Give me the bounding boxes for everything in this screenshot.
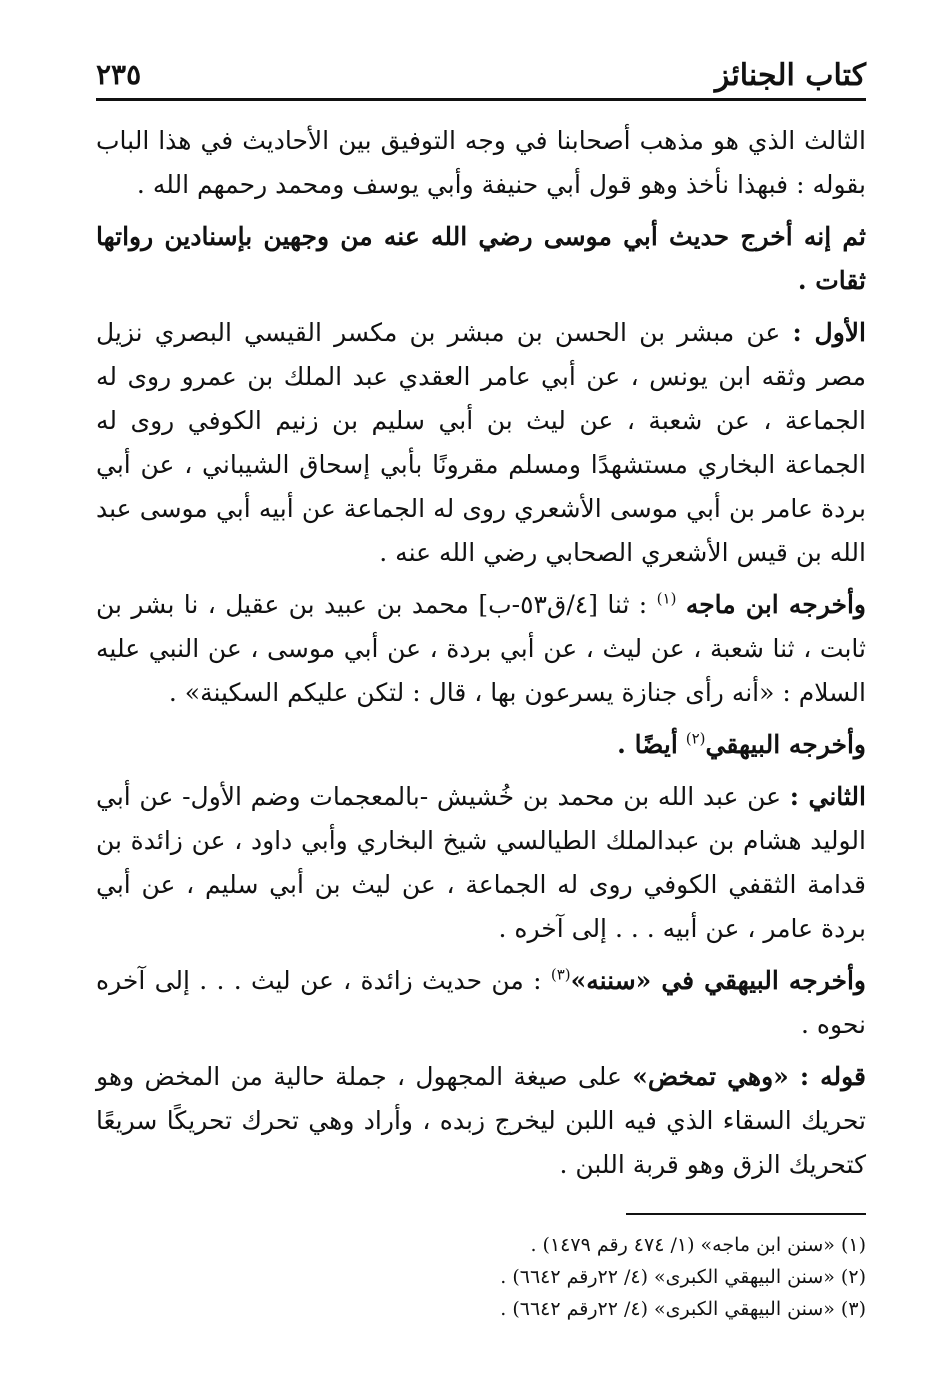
page-body bbox=[96, 119, 866, 1187]
footnote-ref-2: (٢) bbox=[685, 729, 706, 748]
paragraph-1: الثالث الذي هو مذهب أصحابنا في وجه التوفيق بين الأحاديث في هذا الباب بقوله : فبهذا نأخذ وهو قول أبي حنيفة وأبي يوسف ومحمد رحمهم الله . bbox=[96, 126, 866, 199]
footnote-1: (١) «سنن ابن ماجه» (١/ ٤٧٤ رقم ١٤٧٩) . bbox=[530, 1234, 866, 1256]
footnotes bbox=[96, 1229, 866, 1325]
footnote-ref-1: (١) bbox=[656, 589, 677, 608]
footnote-3: (٣) «سنن البيهقي الكبرى» (٤/ ٢٢رقم ٦٦٤٢) . bbox=[500, 1298, 866, 1320]
chapter-title: كتاب الجنائز bbox=[714, 58, 866, 93]
page-number: ٢٣٥ bbox=[96, 58, 142, 91]
page-header bbox=[96, 52, 866, 101]
paragraph-7: وأخرجه البيهقي في «سننه»$^{(٣)}$ : من حديث زائدة ، عن ليث . . . إلى آخره نحوه . bbox=[96, 965, 866, 1039]
book-page bbox=[96, 52, 866, 1342]
paragraph-2: ثم إنه أخرج حديث أبي موسى رضي الله عنه من وجهين بإسنادين رواتها ثقات . bbox=[96, 222, 866, 295]
footnote-2: (٢) «سنن البيهقي الكبرى» (٤/ ٢٢رقم ٦٦٤٢) . bbox=[500, 1266, 866, 1288]
paragraph-3: الأول : عن مبشر بن الحسن بن مبشر بن مكسر القيسي البصري نزيل مصر وثقه ابن يونس ، عن أبي عامر العقدي عبد الملك بن عمرو روى له الجماعة ، عن شعبة ، عن ليث بن أبي سليم بن زنيم الكوفي روى له الجماعة البخاري مستشهدًا ومسلم مقرونًا بأبي إسحاق الشيباني ، عن أبي بردة عامر بن أبي موسى الأشعري روى له الجماعة عن أبيه أبي موسى عبد الله بن قيس الأشعري الصحابي رضي الله عنه . bbox=[96, 318, 867, 567]
paragraph-4: وأخرجه ابن ماجه $^{(١)}$ : ثنا [٤/ق٥٣-ب] محمد بن عبيد بن عقيل ، نا بشر بن ثابت ، ثنا شعبة ، عن ليث ، عن أبي بردة ، عن أبي موسى ، عن النبي عليه السلام : «أنه رأى جنازة يسرعون بها ، قال : لتكن عليكم السكينة» . bbox=[96, 589, 867, 707]
paragraph-5: وأخرجه البيهقي$^{(٢)}$ أيضًا . bbox=[617, 729, 866, 759]
paragraph-6: الثاني : عن عبد الله بن محمد بن خُشيش -بالمعجمات وضم الأول- عن أبي الوليد هشام بن عبدالملك الطيالسي شيخ البخاري وأبي داود ، عن زائدة بن قدامة الثقفي الكوفي روى له الجماعة ، عن ليث بن أبي سليم ، عن أبي بردة عامر ، عن أبيه . . . إلى آخره . bbox=[96, 782, 866, 943]
paragraph-8: قوله : «وهي تمخض» على صيغة المجهول ، جملة حالية من المخض وهو تحريك السقاء الذي فيه اللبن ليخرج زبده ، وأراد وهي تحرك تحريكًا سريعًا كتحريك الزق وهو قربة اللبن . bbox=[96, 1062, 867, 1179]
footnote-ref-3: (٣) bbox=[550, 965, 571, 984]
footnote-divider bbox=[626, 1213, 866, 1215]
